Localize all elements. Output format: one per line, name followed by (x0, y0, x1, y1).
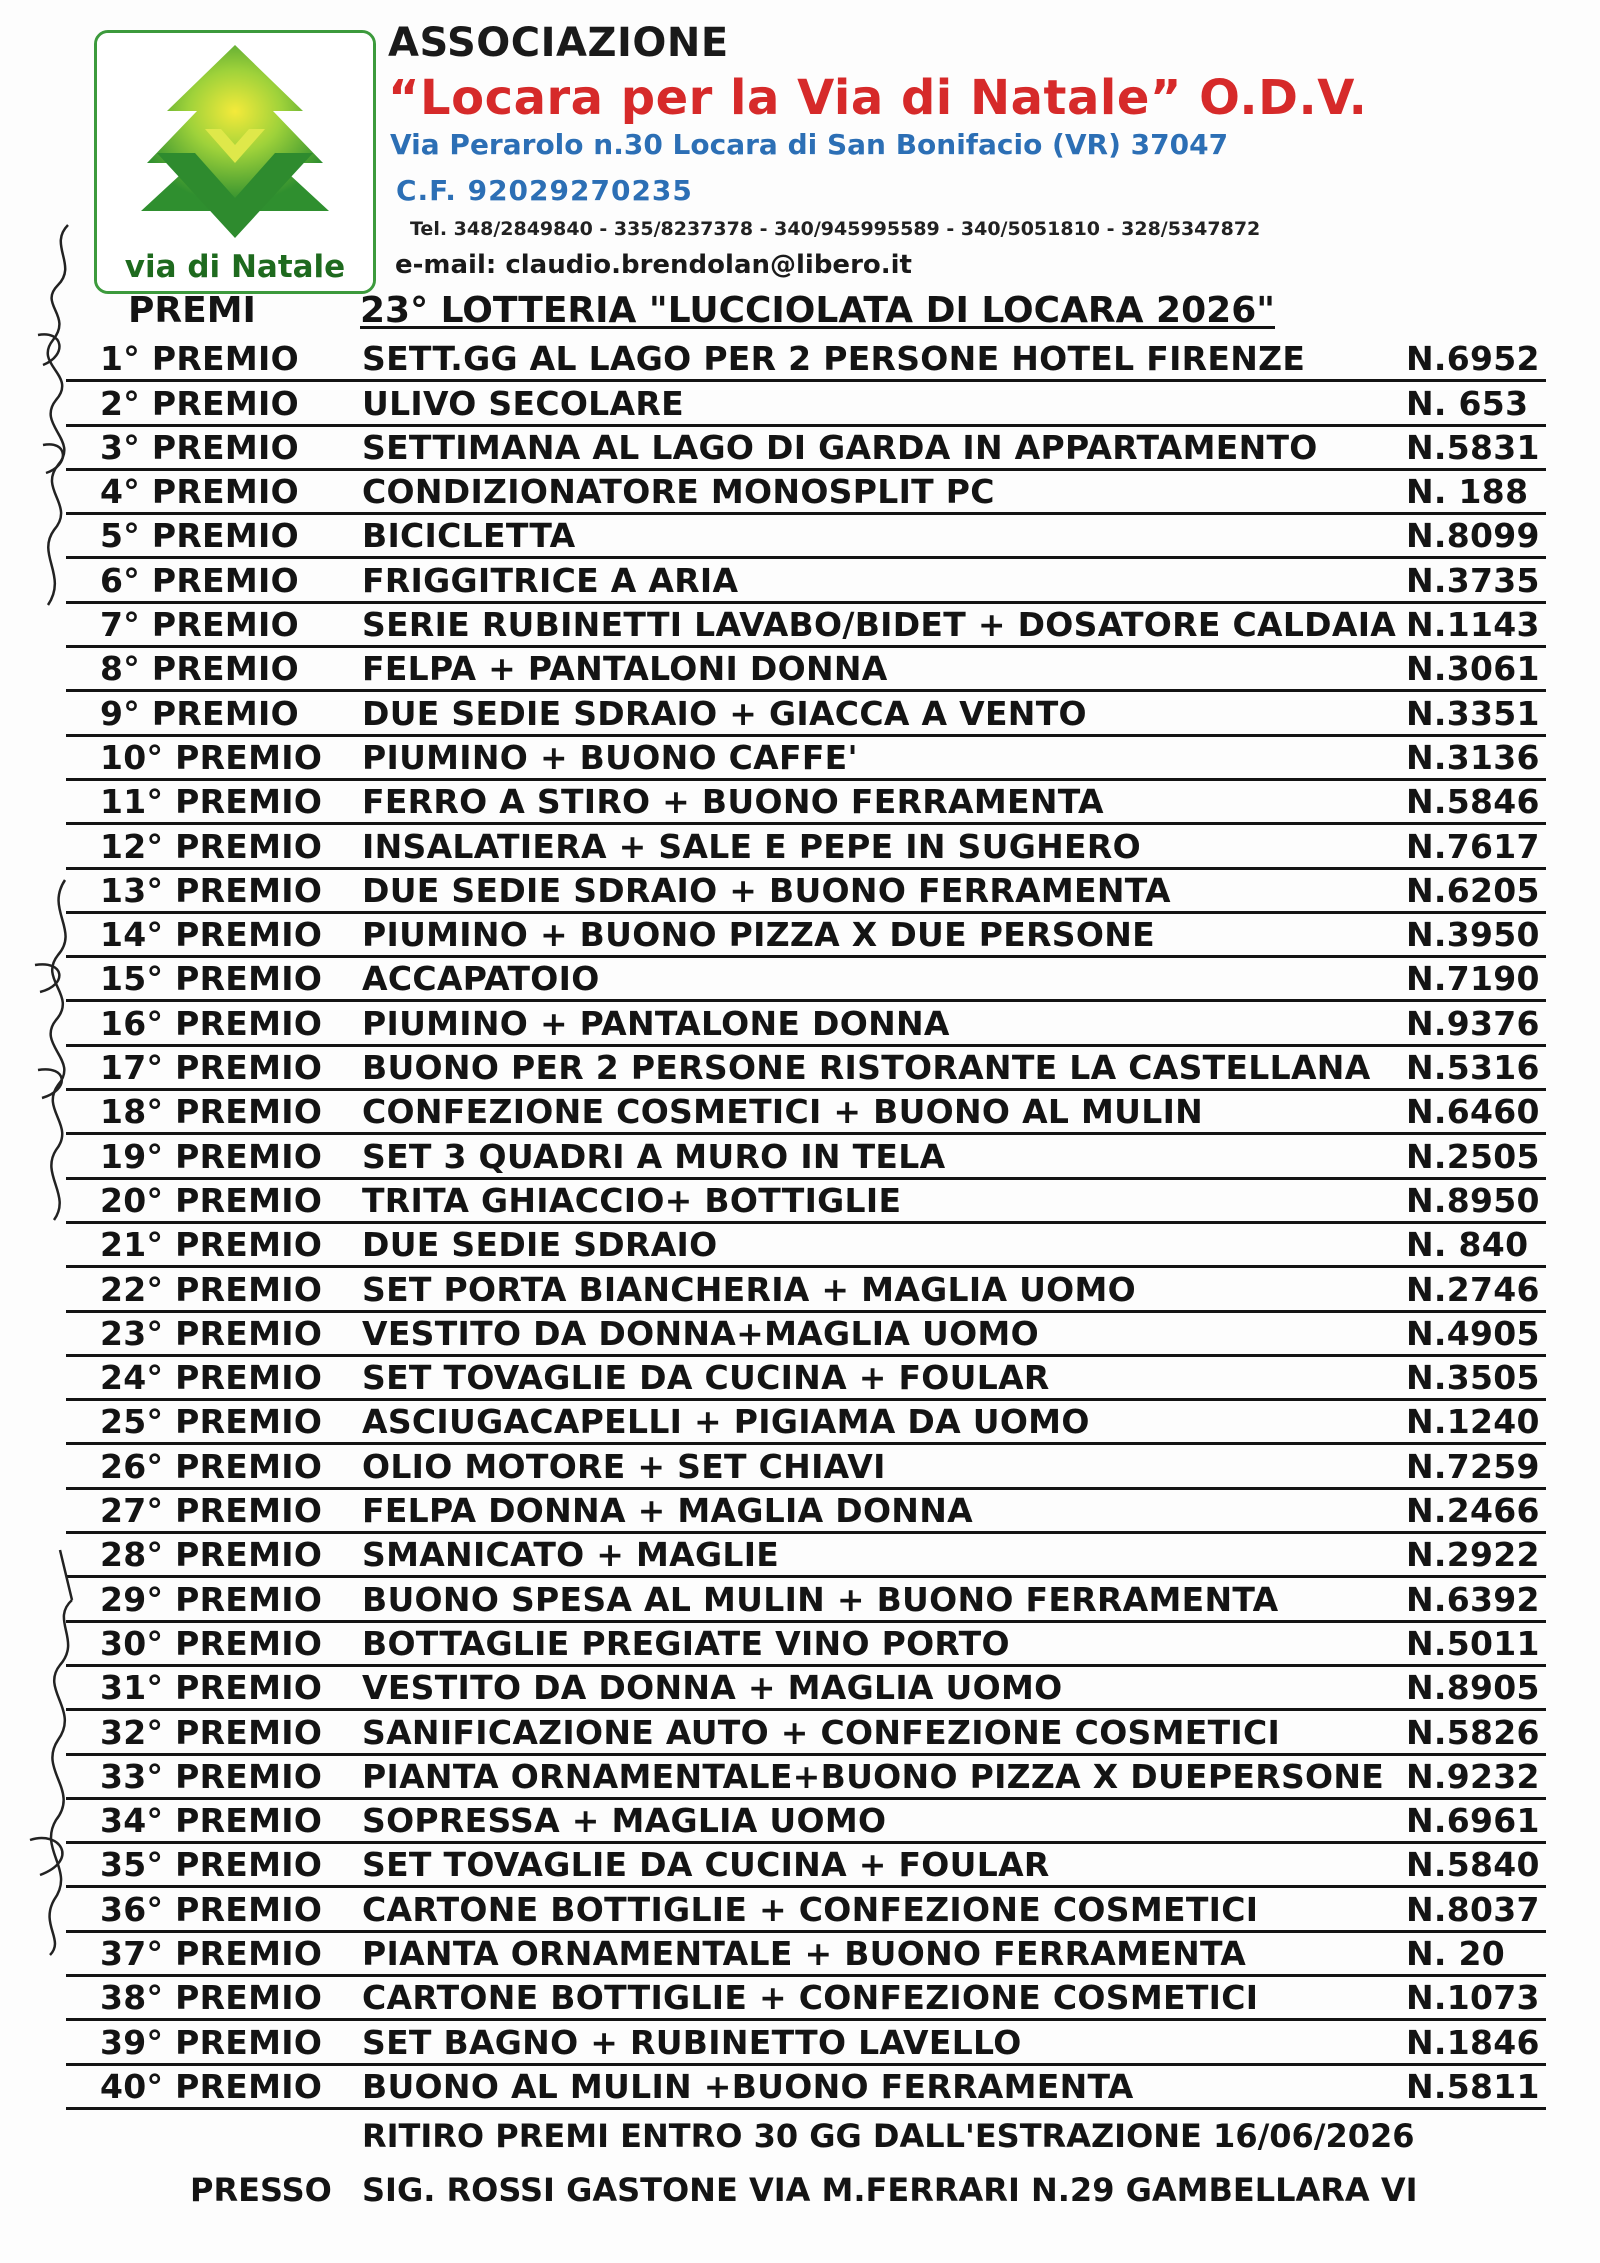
prize-ticket-number: N.1143 (1406, 605, 1540, 645)
association-address: Via Perarolo n.30 Locara di San Bonifacio (VR) 37047 (390, 128, 1229, 161)
prize-description: SANIFICAZIONE AUTO + CONFEZIONE COSMETICI (362, 1712, 1281, 1752)
prize-row (66, 781, 1546, 825)
prize-rank: 8° PREMIO (100, 649, 299, 689)
prize-ticket-number: N.1073 (1406, 1978, 1540, 2018)
prize-row (66, 825, 1546, 869)
email-address: e-mail: claudio.brendolan@libero.it (395, 250, 912, 280)
prize-description: BUONO AL MULIN +BUONO FERRAMENTA (362, 2066, 1134, 2106)
prize-ticket-number: N.5316 (1406, 1048, 1540, 1088)
prize-description: OLIO MOTORE + SET CHIAVI (362, 1446, 886, 1486)
prize-ticket-number: N.8950 (1406, 1180, 1540, 1220)
prize-description: VESTITO DA DONNA+MAGLIA UOMO (362, 1313, 1039, 1353)
prize-ticket-number: N.3351 (1406, 693, 1540, 733)
prize-row (66, 1578, 1546, 1622)
handwritten-signature-middle (10, 870, 100, 1230)
prize-row (66, 2066, 1546, 2110)
prize-row (66, 648, 1546, 692)
prize-description: SOPRESSA + MAGLIA UOMO (362, 1801, 887, 1841)
prize-rank: 13° PREMIO (100, 870, 323, 910)
prize-ticket-number: N.6205 (1406, 870, 1540, 910)
prize-rank: 4° PREMIO (100, 472, 299, 512)
prize-row (66, 1711, 1546, 1755)
prize-description: SET PORTA BIANCHERIA + MAGLIA UOMO (362, 1269, 1137, 1309)
prize-description: PIANTA ORNAMENTALE+BUONO PIZZA X DUEPERSONE (362, 1756, 1385, 1796)
prize-ticket-number: N.5011 (1406, 1623, 1540, 1663)
association-logo (94, 30, 376, 294)
prize-row (66, 2021, 1546, 2065)
prize-rank: 19° PREMIO (100, 1136, 323, 1176)
prize-row (66, 604, 1546, 648)
prize-row (66, 1623, 1546, 1667)
prize-ticket-number: N.3136 (1406, 737, 1540, 777)
prize-ticket-number: N.3735 (1406, 560, 1540, 600)
handwritten-signature-bottom (10, 1540, 100, 1960)
prize-rank: 38° PREMIO (100, 1978, 323, 2018)
prize-row (66, 1490, 1546, 1534)
prize-ticket-number: N. 20 (1406, 1933, 1506, 1973)
prize-description: BOTTAGLIE PREGIATE VINO PORTO (362, 1623, 1010, 1663)
prize-ticket-number: N.6961 (1406, 1801, 1540, 1841)
prize-rank: 27° PREMIO (100, 1491, 323, 1531)
prize-row (66, 471, 1546, 515)
prize-ticket-number: N.2746 (1406, 1269, 1540, 1309)
presso-label: PRESSO (190, 2171, 332, 2209)
prize-rank: 37° PREMIO (100, 1933, 323, 1973)
prize-ticket-number: N.4905 (1406, 1313, 1540, 1353)
prize-rank: 39° PREMIO (100, 2022, 323, 2062)
prize-rank: 34° PREMIO (100, 1801, 323, 1841)
prize-description: FRIGGITRICE A ARIA (362, 560, 739, 600)
prize-description: VESTITO DA DONNA + MAGLIA UOMO (362, 1668, 1063, 1708)
prize-rank: 16° PREMIO (100, 1003, 323, 1043)
prize-rank: 11° PREMIO (100, 782, 323, 822)
prize-ticket-number: N.3061 (1406, 649, 1540, 689)
pickup-note: RITIRO PREMI ENTRO 30 GG DALL'ESTRAZIONE 16/06/2026 (362, 2117, 1415, 2155)
prize-description: PIANTA ORNAMENTALE + BUONO FERRAMENTA (362, 1933, 1247, 1973)
prize-row (66, 692, 1546, 736)
prize-row (66, 559, 1546, 603)
premi-column-heading: PREMI (128, 290, 256, 331)
prize-row (66, 1800, 1546, 1844)
prize-rank: 12° PREMIO (100, 826, 323, 866)
prize-rank: 30° PREMIO (100, 1623, 323, 1663)
prize-ticket-number: N.2466 (1406, 1491, 1540, 1531)
prize-ticket-number: N.5840 (1406, 1845, 1540, 1885)
prize-ticket-number: N.6952 (1406, 339, 1540, 379)
prize-description: SETTIMANA AL LAGO DI GARDA IN APPARTAMENTO (362, 427, 1318, 467)
prize-description: PIUMINO + BUONO PIZZA X DUE PERSONE (362, 915, 1155, 955)
prize-row (66, 515, 1546, 559)
prize-rank: 35° PREMIO (100, 1845, 323, 1885)
prize-rank: 20° PREMIO (100, 1180, 323, 1220)
prize-ticket-number: N.7259 (1406, 1446, 1540, 1486)
prize-rank: 33° PREMIO (100, 1756, 323, 1796)
prize-row (66, 1002, 1546, 1046)
prize-ticket-number: N.5831 (1406, 427, 1540, 467)
prize-rank: 22° PREMIO (100, 1269, 323, 1309)
prize-row (66, 1357, 1546, 1401)
prize-row (66, 1180, 1546, 1224)
association-name: “Locara per la Via di Natale” O.D.V. (388, 70, 1368, 126)
prize-description: ACCAPATOIO (362, 959, 600, 999)
prize-rank: 21° PREMIO (100, 1225, 323, 1265)
prize-ticket-number: N.2505 (1406, 1136, 1540, 1176)
prize-row (66, 1756, 1546, 1800)
prize-rank: 1° PREMIO (100, 339, 299, 379)
prize-description: SET TOVAGLIE DA CUCINA + FOULAR (362, 1845, 1050, 1885)
prize-rank: 26° PREMIO (100, 1446, 323, 1486)
prize-rank: 6° PREMIO (100, 560, 299, 600)
prize-rank: 5° PREMIO (100, 516, 299, 556)
tax-code: C.F. 92029270235 (396, 174, 693, 207)
prize-ticket-number: N.5811 (1406, 2066, 1540, 2106)
prize-ticket-number: N. 653 (1406, 383, 1529, 423)
prize-description: BUONO SPESA AL MULIN + BUONO FERRAMENTA (362, 1579, 1279, 1619)
prize-row (66, 1401, 1546, 1445)
prize-rank: 15° PREMIO (100, 959, 323, 999)
lottery-title: 23° LOTTERIA "LUCCIOLATA DI LOCARA 2026" (360, 290, 1275, 331)
prize-row (66, 1091, 1546, 1135)
prize-rank: 17° PREMIO (100, 1048, 323, 1088)
prize-rank: 25° PREMIO (100, 1402, 323, 1442)
prize-ticket-number: N.6392 (1406, 1579, 1540, 1619)
prize-ticket-number: N.3950 (1406, 915, 1540, 955)
prize-rank: 9° PREMIO (100, 693, 299, 733)
handwritten-signature-top (8, 215, 98, 615)
prize-row (66, 1888, 1546, 1932)
prize-rank: 10° PREMIO (100, 737, 323, 777)
prize-rank: 14° PREMIO (100, 915, 323, 955)
prize-rank: 18° PREMIO (100, 1092, 323, 1132)
prize-ticket-number: N.1846 (1406, 2022, 1540, 2062)
prize-ticket-number: N.9232 (1406, 1756, 1540, 1796)
prize-row (66, 1445, 1546, 1489)
prize-description: ASCIUGACAPELLI + PIGIAMA DA UOMO (362, 1402, 1090, 1442)
prize-description: FERRO A STIRO + BUONO FERRAMENTA (362, 782, 1104, 822)
prize-description: INSALATIERA + SALE E PEPE IN SUGHERO (362, 826, 1141, 866)
prize-ticket-number: N.8099 (1406, 516, 1540, 556)
prize-ticket-number: N. 188 (1406, 472, 1529, 512)
prize-row (66, 1047, 1546, 1091)
prize-row (66, 1135, 1546, 1179)
prize-description: SET 3 QUADRI A MURO IN TELA (362, 1136, 946, 1176)
prize-row (66, 427, 1546, 471)
prize-rank: 23° PREMIO (100, 1313, 323, 1353)
prize-table (66, 338, 1546, 2110)
prize-row (66, 1313, 1546, 1357)
prize-rank: 7° PREMIO (100, 605, 299, 645)
prize-row (66, 1667, 1546, 1711)
prize-description: FELPA DONNA + MAGLIA DONNA (362, 1491, 973, 1531)
prize-description: DUE SEDIE SDRAIO + GIACCA A VENTO (362, 693, 1087, 733)
prize-rank: 36° PREMIO (100, 1889, 323, 1929)
prize-description: DUE SEDIE SDRAIO + BUONO FERRAMENTA (362, 870, 1171, 910)
prize-description: CARTONE BOTTIGLIE + CONFEZIONE COSMETICI (362, 1889, 1259, 1929)
prize-ticket-number: N.9376 (1406, 1003, 1540, 1043)
prize-rank: 31° PREMIO (100, 1668, 323, 1708)
prize-rank: 3° PREMIO (100, 427, 299, 467)
prize-description: ULIVO SECOLARE (362, 383, 684, 423)
prize-ticket-number: N.3505 (1406, 1358, 1540, 1398)
prize-rank: 24° PREMIO (100, 1358, 323, 1398)
prize-description: SET TOVAGLIE DA CUCINA + FOULAR (362, 1358, 1050, 1398)
logo-caption: via di Natale (124, 249, 346, 285)
prize-ticket-number: N.6460 (1406, 1092, 1540, 1132)
prize-row (66, 870, 1546, 914)
prize-description: BICICLETTA (362, 516, 576, 556)
prize-description: CARTONE BOTTIGLIE + CONFEZIONE COSMETICI (362, 1978, 1259, 2018)
prize-ticket-number: N.2922 (1406, 1535, 1540, 1575)
prize-rank: 40° PREMIO (100, 2066, 323, 2106)
prize-description: CONFEZIONE COSMETICI + BUONO AL MULIN (362, 1092, 1204, 1132)
prize-row (66, 914, 1546, 958)
prize-description: SMANICATO + MAGLIE (362, 1535, 780, 1575)
association-label: ASSOCIAZIONE (388, 20, 729, 66)
prize-description: SERIE RUBINETTI LAVABO/BIDET + DOSATORE CALDAIA (362, 605, 1397, 645)
prize-rank: 2° PREMIO (100, 383, 299, 423)
prize-description: PIUMINO + BUONO CAFFE' (362, 737, 858, 777)
prize-row (66, 1977, 1546, 2021)
prize-description: SET BAGNO + RUBINETTO LAVELLO (362, 2022, 1022, 2062)
prize-description: TRITA GHIACCIO+ BOTTIGLIE (362, 1180, 902, 1220)
prize-row (66, 1933, 1546, 1977)
prize-description: PIUMINO + PANTALONE DONNA (362, 1003, 950, 1043)
prize-ticket-number: N.5846 (1406, 782, 1540, 822)
prize-rank: 32° PREMIO (100, 1712, 323, 1752)
prize-description: BUONO PER 2 PERSONE RISTORANTE LA CASTELLANA (362, 1048, 1371, 1088)
prize-row (66, 1844, 1546, 1888)
prize-ticket-number: N. 840 (1406, 1225, 1529, 1265)
prize-row (66, 382, 1546, 426)
presso-address: SIG. ROSSI GASTONE VIA M.FERRARI N.29 GAMBELLARA VI (362, 2171, 1418, 2209)
prize-ticket-number: N.8037 (1406, 1889, 1540, 1929)
prize-ticket-number: N.7617 (1406, 826, 1540, 866)
prize-row (66, 1224, 1546, 1268)
prize-row (66, 1534, 1546, 1578)
prize-row (66, 338, 1546, 382)
prize-row (66, 958, 1546, 1002)
prize-ticket-number: N.8905 (1406, 1668, 1540, 1708)
prize-description: DUE SEDIE SDRAIO (362, 1225, 718, 1265)
prize-ticket-number: N.5826 (1406, 1712, 1540, 1752)
prize-rank: 29° PREMIO (100, 1579, 323, 1619)
prize-row (66, 737, 1546, 781)
prize-row (66, 1268, 1546, 1312)
prize-description: FELPA + PANTALONI DONNA (362, 649, 888, 689)
prize-ticket-number: N.1240 (1406, 1402, 1540, 1442)
prize-description: SETT.GG AL LAGO PER 2 PERSONE HOTEL FIRENZE (362, 339, 1306, 379)
prize-ticket-number: N.7190 (1406, 959, 1540, 999)
prize-description: CONDIZIONATORE MONOSPLIT PC (362, 472, 995, 512)
phone-numbers: Tel. 348/2849840 - 335/8237378 - 340/945995589 - 340/5051810 - 328/5347872 (410, 218, 1261, 240)
prize-rank: 28° PREMIO (100, 1535, 323, 1575)
